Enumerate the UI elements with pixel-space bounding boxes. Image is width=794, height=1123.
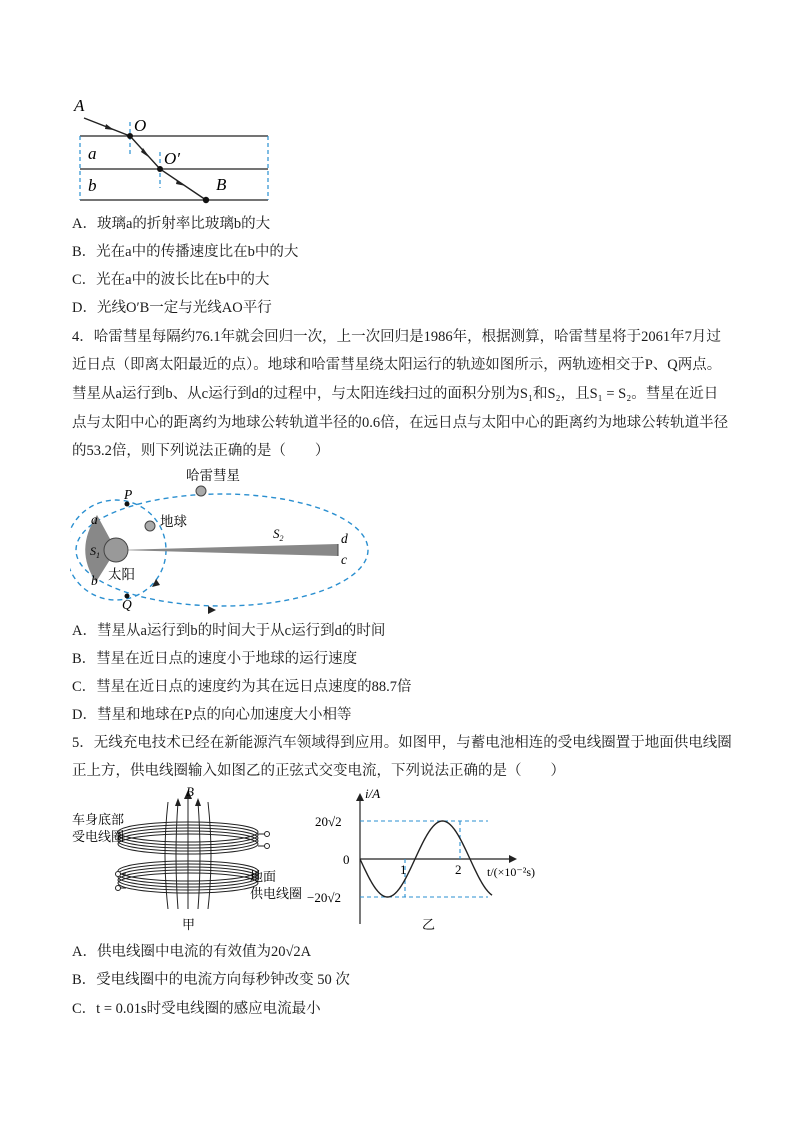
q3-option-a: A．玻璃a的折射率比玻璃b的大 bbox=[72, 216, 271, 232]
sun-label: 太阳 bbox=[108, 567, 135, 582]
label-b-point: b bbox=[91, 573, 98, 588]
q5-option-a: A．供电线圈中电流的有效值为20√2A bbox=[72, 944, 312, 960]
label-d-point: d bbox=[341, 531, 348, 546]
y-negative-tick: −20√2 bbox=[307, 890, 341, 905]
figure-q4-orbits bbox=[70, 464, 370, 614]
label-receiving-coil-1: 车身底部 bbox=[72, 812, 125, 827]
q5-stem-line-1: 5．无线充电技术已经在新能源汽车领域得到应用。如图甲，与蓄电池相连的受电线圈置于地面供电线圈 bbox=[72, 735, 732, 751]
x-tick-2: 2 bbox=[455, 862, 462, 877]
q4-option-c: C．彗星在近日点的速度约为其在远日点速度的88.7倍 bbox=[72, 679, 412, 695]
q4-option-b: B．彗星在近日点的速度小于地球的运行速度 bbox=[72, 651, 358, 667]
q5-stem-line-2: 正上方，供电线圈输入如图乙的正弦式交变电流，下列说法正确的是（ ） bbox=[72, 763, 565, 779]
halley-comet bbox=[196, 486, 206, 496]
q4-option-a: A．彗星从a运行到b的时间大于从c运行到d的时间 bbox=[72, 623, 386, 639]
q4-option-d: D．彗星和地球在P点的向心加速度大小相等 bbox=[72, 707, 352, 723]
caption-jia: 甲 bbox=[182, 917, 196, 932]
label-receiving-coil-2: 受电线圈 bbox=[72, 829, 125, 844]
q3-option-d: D．光线O′B一定与光线AO平行 bbox=[72, 300, 272, 316]
earth bbox=[145, 521, 155, 531]
x-tick-1: 1 bbox=[400, 862, 407, 877]
label-B-field: B bbox=[186, 784, 194, 799]
q4-stem-line-3: 彗星从a运行到b、从c运行到d的过程中，与太阳连线扫过的面积分别为S₁和S₂，且S₁ = S₂。彗星在近日 bbox=[72, 386, 719, 402]
label-B: B bbox=[216, 175, 227, 194]
label-supply-coil-2: 供电线圈 bbox=[250, 886, 303, 901]
q5-option-c: C．t = 0.01s时受电线圈的感应电流最小 bbox=[72, 1001, 321, 1017]
q4-stem-line-1: 4．哈雷彗星每隔约76.1年就会回归一次，上一次回归是1986年，根据测算，哈雷彗星将于2061年7月过 bbox=[72, 329, 721, 345]
figure-q3-refraction bbox=[70, 92, 280, 207]
q5-option-b: B．受电线圈中的电流方向每秒钟改变 50 次 bbox=[72, 972, 350, 988]
label-Q: Q bbox=[122, 597, 132, 612]
comet-label: 哈雷彗星 bbox=[186, 468, 240, 483]
label-P: P bbox=[124, 487, 133, 502]
label-a: a bbox=[88, 144, 97, 163]
q4-stem-line-4: 点与太阳中心的距离约为地球公转轨道半径的0.6倍，在远日点与太阳中心的距离约为地球公转轨道半径 bbox=[72, 415, 729, 431]
label-c-point: c bbox=[341, 552, 347, 567]
magnetic-field-lines bbox=[165, 796, 211, 909]
label-O: O bbox=[134, 116, 147, 135]
area-S2 bbox=[116, 544, 338, 556]
earth-label: 地球 bbox=[160, 514, 187, 529]
q3-option-c: C．光在a中的波长比在b中的大 bbox=[72, 272, 270, 288]
figure-q5-yi-chart bbox=[305, 784, 550, 934]
q4-stem-line-5: 的53.2倍，则下列说法正确的是（ ） bbox=[72, 443, 330, 459]
label-S1: $S_1$ bbox=[90, 544, 100, 560]
y-axis-label: i/A bbox=[365, 786, 381, 801]
label-supply-coil-1: 地面 bbox=[250, 869, 277, 884]
origin-label: 0 bbox=[343, 852, 350, 867]
figure-q5-jia-coils bbox=[70, 784, 310, 934]
y-positive-tick: 20√2 bbox=[315, 814, 342, 829]
x-axis-label: t/(×10⁻²s) bbox=[487, 865, 536, 879]
label-b: b bbox=[88, 176, 97, 195]
label-a-point: a bbox=[91, 512, 98, 527]
q3-option-b: B．光在a中的传播速度比在b中的大 bbox=[72, 244, 299, 260]
label-O-prime: O′ bbox=[164, 149, 180, 168]
q4-stem-line-2: 近日点（即离太阳最近的点）。地球和哈雷彗星绕太阳运行的轨迹如图所示，两轨迹相交于P、Q两点。 bbox=[72, 357, 722, 373]
sun bbox=[104, 538, 128, 562]
caption-yi: 乙 bbox=[422, 917, 436, 932]
label-S2: $S_2$ bbox=[273, 526, 284, 543]
label-A: A bbox=[74, 96, 85, 115]
